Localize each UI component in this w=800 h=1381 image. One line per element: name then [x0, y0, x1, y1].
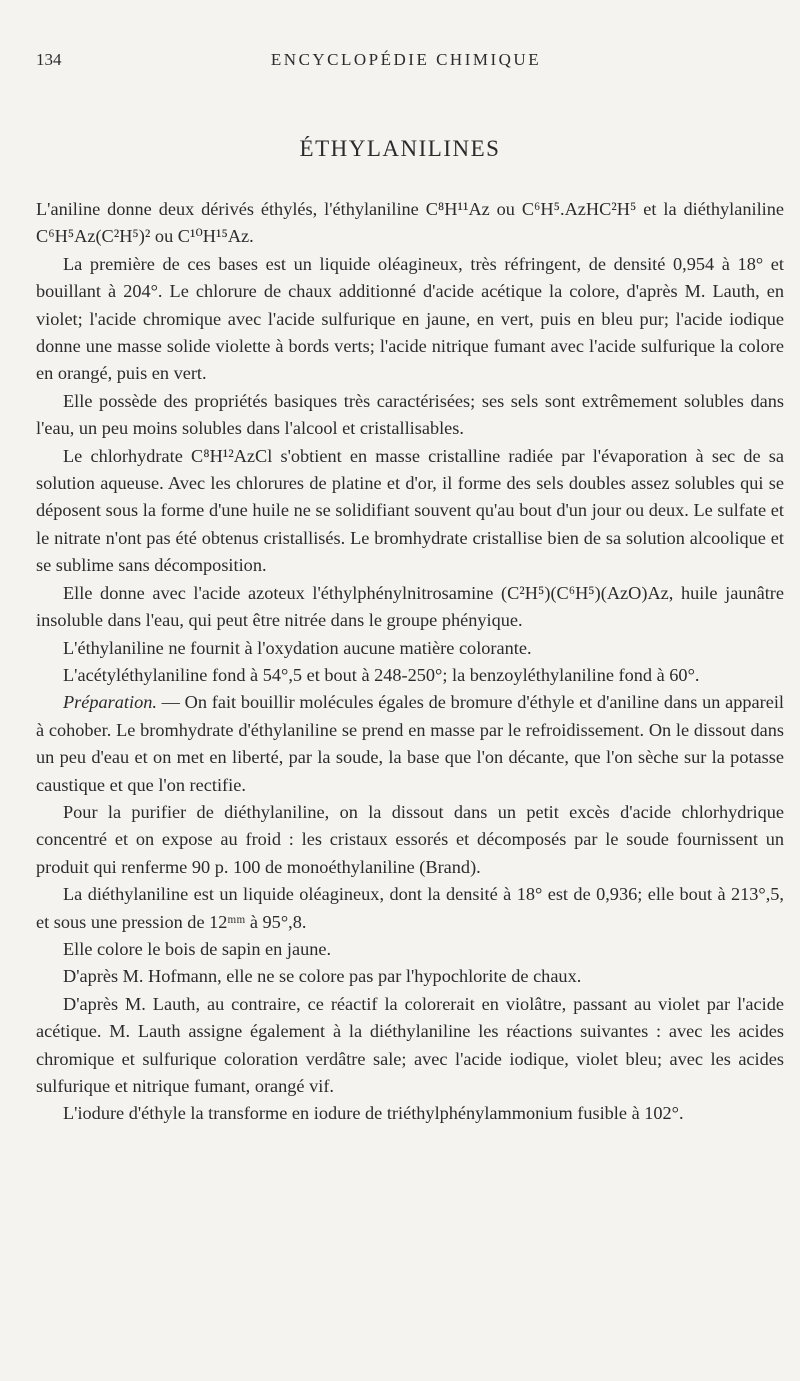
paragraph: Pour la purifier de diéthylaniline, on la dissout dans un petit excès d'acide chlorhydrique concentré et on expose au froid : les cristaux essorés et décomposés par le soude fournissent un produit qui renferme 90 p. 100 de monoéthylaniline (Brand). — [36, 801, 784, 877]
running-header — [36, 50, 776, 76]
section-title: ÉTHYLANILINES — [299, 136, 501, 161]
paragraph: L'aniline donne deux dérivés éthylés, l'éthylaniline C⁸H¹¹Az ou C⁶H⁵.AzHC²H⁵ et la diéthylaniline C⁶H⁵Az(C²H⁵)² ou C¹⁰H¹⁵Az. — [36, 199, 784, 247]
paragraph: Le chlorhydrate C⁸H¹²AzCl s'obtient en masse cristalline radiée par l'évaporation à sec de sa solution aqueuse. Avec les chlorures de platine et d'or, il forme des sels doubles assez solubles qui se déposent sous la forme d'une huile ne se solidifiant souvent qu'au bout d'un jour ou deux. Le sulfate et le nitrate n'ont pas été obtenus cristallisés. Le bromhydrate cristallise bien de sa solution alcoolique et se sublime sans décomposition. — [36, 445, 784, 576]
paragraph: Elle colore le bois de sapin en jaune. — [63, 938, 332, 959]
paragraph: L'éthylaniline ne fournit à l'oxydation aucune matière colorante. — [63, 637, 532, 658]
paragraph: D'après M. Lauth, au contraire, ce réactif la colorerait en violâtre, passant au violet par l'acide acétique. M. Lauth assigne également à la diéthylaniline les réactions suivantes : avec les acides chromique et sulfurique coloration verdâtre sale; avec l'acide iodique, violet bleu; avec les acides sulfurique et nitrique fumant, orangé vif. — [36, 993, 784, 1096]
body-text — [36, 196, 784, 1128]
running-title: ENCYCLOPÉDIE CHIMIQUE — [270, 50, 542, 69]
paragraph: La première de ces bases est un liquide oléagineux, très réfringent, de densité 0,954 à 18° et bouillant à 204°. Le chlorure de chaux additionné d'acide acétique la colore, d'après M. Lauth, en violet; l'acide chromique avec l'acide sulfurique en jaune, en vert, puis en bleu pur; l'acide iodique donne une masse solide violette à bords verts; l'acide nitrique fumant avec l'acide sulfurique la colore en orangé, puis en vert. — [36, 253, 784, 384]
paragraph: La diéthylaniline est un liquide oléagineux, dont la densité à 18° est de 0,936; elle bout à 213°,5, et sous une pression de 12ᵐᵐ à 95°,8. — [36, 884, 784, 932]
preparation-label: Préparation. — [63, 692, 157, 713]
paragraph: Elle possède des propriétés basiques très caractérisées; ses sels sont extrêmement solubles dans l'eau, un peu moins solubles dans l'alcool et cristallisables. — [36, 390, 784, 439]
paragraph: L'iodure d'éthyle la transforme en iodure de triéthylphénylammonium fusible à 102°. — [63, 1103, 684, 1124]
paragraph: D'après M. Hofmann, elle ne se colore pas par l'hypochlorite de chaux. — [63, 966, 582, 987]
page-number: 134 — [36, 50, 62, 69]
preparation-paragraph — [36, 689, 784, 799]
paragraph: L'acétyléthylaniline fond à 54°,5 et bout à 248-250°; la benzoyléthylaniline fond à 60°. — [63, 664, 700, 685]
preparation-text: — On fait bouillir molécules égales de bromure d'éthyle et d'aniline dans un appareil à cohober. Le bromhydrate d'éthylaniline se prend en masse par le refroidissement. On le dissout dans un peu d'eau et on met en liberté, par la soude, la base que l'on décante, que l'on sèche sur la potasse caustique et que l'on rectifie. — [36, 692, 784, 795]
paragraph: Elle donne avec l'acide azoteux l'éthylphénylnitrosamine (C²H⁵)(C⁶H⁵)(AzO)Az, huile jaunâtre insoluble dans l'eau, qui peut être nitrée dans le groupe phényique. — [36, 582, 784, 631]
